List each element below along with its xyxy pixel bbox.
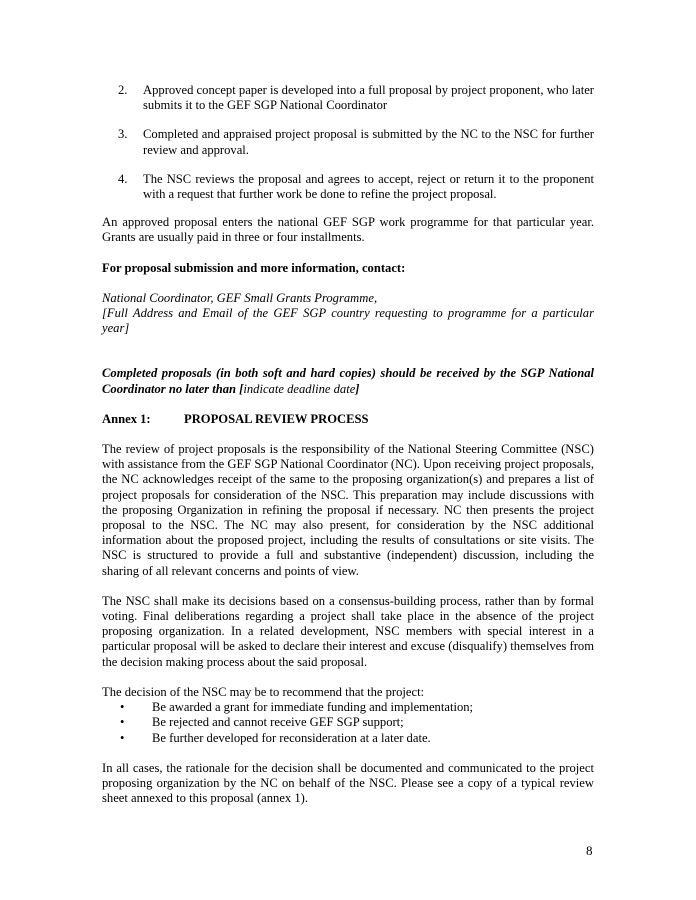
- work-programme-paragraph: An approved proposal enters the national GEF SGP work programme for that particular year. Grants are usually paid in three or four installments.: [102, 215, 594, 245]
- consensus-paragraph: The NSC shall make its decisions based on a consensus-building process, rather than by formal voting. Final deliberations regarding a project shall take place in the absence of the project proposing organization. In a related development, NSC members with special interest in a particular proposal will be asked to declare their interest and excuse (disqualify) themselves from the decision making process about the said proposal.: [102, 593, 594, 669]
- document-body: [102, 83, 594, 806]
- contact-heading: [102, 261, 594, 276]
- list-item: [118, 127, 594, 157]
- review-responsibility-paragraph: The review of project proposals is the responsibility of the National Steering Committee (NSC) with assistance from the GEF SGP National Coordinator (NC). Upon receiving project proposals, the NC acknowledges receipt of the same to the proposing organization(s) and prepares a list of project proposals for consideration of the NSC. This preparation may include discussions with the proposing Organization in refining the proposal if necessary. NC then presents the project proposal to the NSC. The NC may also present, for consideration by the NSC additional information about the proposed project, including the results of consultations or site visits. The NSC is structured to provide a full and substantive (independent) discussion, including the sharing of all relevant concerns and points of view.: [102, 442, 594, 578]
- step-number: 3.: [118, 127, 128, 142]
- step-number: 2.: [118, 83, 128, 97]
- contact-coordinator-line: National Coordinator, GEF Small Grants Programme,: [102, 290, 378, 305]
- decision-option: Be awarded a grant for immediate funding and implementation;: [152, 700, 474, 715]
- page-number: 8: [586, 843, 593, 858]
- step-text: The NSC reviews the proposal and agrees to accept, reject or return it to the proponent with a request that further work be done to refine the project proposal.: [143, 171, 594, 202]
- step-number: 4.: [118, 171, 128, 186]
- bullet-icon: •: [120, 730, 125, 745]
- deadline-notice: [102, 366, 594, 396]
- process-steps-list: [118, 83, 594, 202]
- decision-options-list: [120, 700, 594, 746]
- contact-heading-text: For proposal submission and more information, contact:: [102, 260, 406, 275]
- deadline-notice-text: Completed proposals (in both soft and hard copies) should be received by the SGP National Coordinator no later than [: [102, 366, 594, 396]
- list-item: [120, 700, 594, 715]
- step-text: Approved concept paper is developed into a full proposal by project proponent, who later submits it to the GEF SGP National Coordinator: [143, 83, 594, 113]
- deadline-bracket: ]: [355, 381, 360, 396]
- contact-address-placeholder: [Full Address and Email of the GEF SGP country requesting to programme for a particular year]: [102, 306, 594, 336]
- annex-title: PROPOSAL REVIEW PROCESS: [184, 411, 369, 426]
- list-item: [118, 83, 594, 113]
- annex-label: Annex 1:: [102, 411, 151, 426]
- decision-intro: The decision of the NSC may be to recommend that the project:: [102, 684, 425, 699]
- step-text: Completed and appraised project proposal is submitted by the NC to the NSC for further review and approval.: [143, 127, 594, 157]
- deadline-placeholder: indicate deadline date: [243, 381, 356, 396]
- bullet-icon: •: [120, 700, 125, 715]
- list-item: [120, 731, 594, 746]
- decision-option: Be rejected and cannot receive GEF SGP support;: [152, 715, 404, 730]
- annex-heading: [102, 412, 594, 427]
- list-item: [120, 715, 594, 730]
- rationale-paragraph: In all cases, the rationale for the decision shall be documented and communicated to the project proposing organization by the NC on behalf of the NSC. Please see a copy of a typical review sheet annexed to this proposal (annex 1).: [102, 760, 594, 806]
- bullet-icon: •: [120, 715, 125, 730]
- list-item: [118, 172, 594, 202]
- decision-option: Be further developed for reconsideration at a later date.: [152, 730, 431, 745]
